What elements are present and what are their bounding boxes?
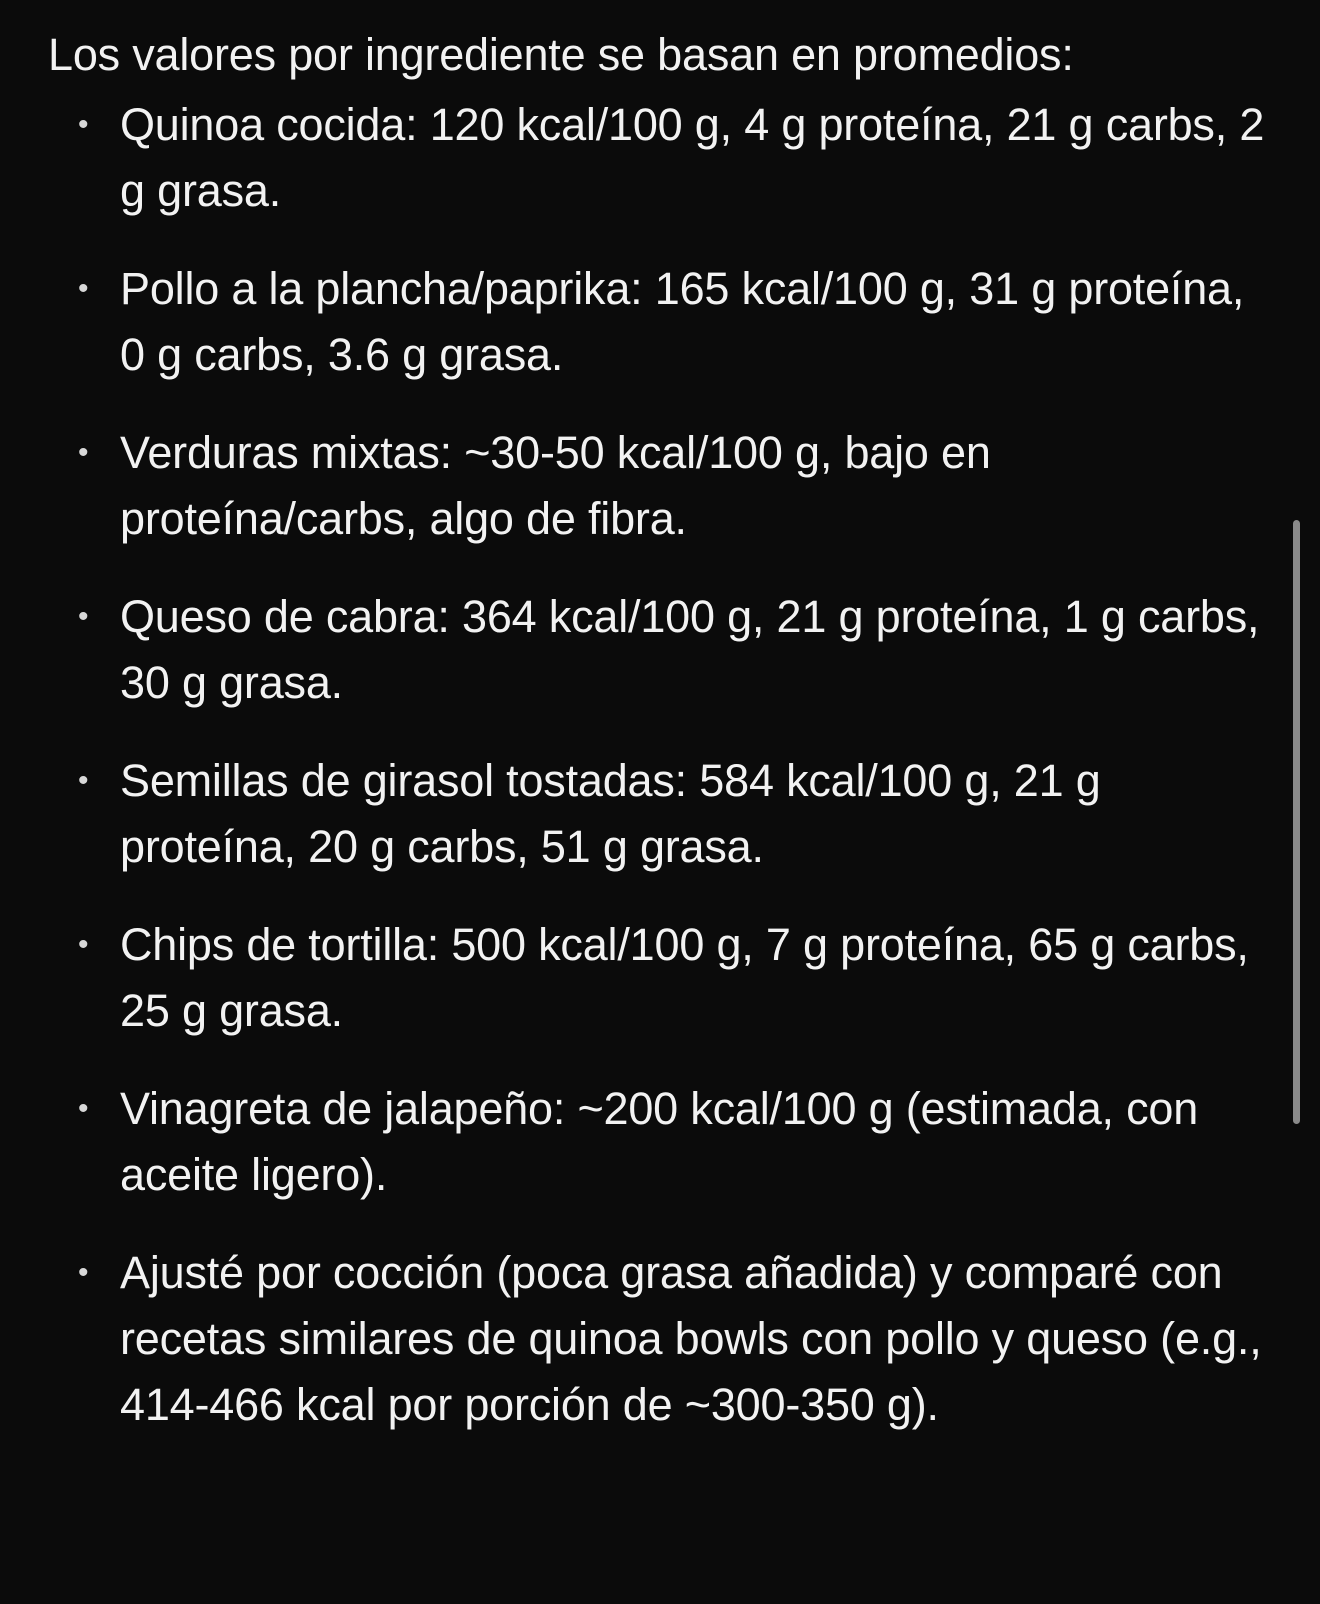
list-item — [48, 748, 1268, 880]
bullet-icon: • — [78, 928, 89, 961]
list-item — [48, 912, 1268, 1044]
message-content — [48, 22, 1268, 1470]
list-item-text: Semillas de girasol tostadas: 584 kcal/100 g, 21 g proteína, 20 g carbs, 51 g grasa. — [120, 755, 1101, 872]
scrollbar[interactable] — [1293, 520, 1300, 1124]
list-item-text: Quinoa cocida: 120 kcal/100 g, 4 g proteína, 21 g carbs, 2 g grasa. — [120, 99, 1265, 216]
bullet-icon: • — [78, 600, 89, 633]
intro-text: Los valores por ingrediente se basan en promedios: — [48, 29, 1074, 80]
bullet-icon: • — [78, 272, 89, 305]
list-item — [48, 92, 1268, 224]
list-item-text: Verduras mixtas: ~30-50 kcal/100 g, bajo en proteína/carbs, algo de fibra. — [120, 427, 991, 544]
bullet-icon: • — [78, 108, 89, 141]
list-item-text: Chips de tortilla: 500 kcal/100 g, 7 g proteína, 65 g carbs, 25 g grasa. — [120, 919, 1249, 1036]
list-item-text: Vinagreta de jalapeño: ~200 kcal/100 g (estimada, con aceite ligero). — [120, 1083, 1199, 1200]
bullet-icon: • — [78, 764, 89, 797]
list-item — [48, 256, 1268, 388]
list-item — [48, 584, 1268, 716]
list-item — [48, 1240, 1268, 1438]
bullet-icon: • — [78, 436, 89, 469]
bullet-icon: • — [78, 1256, 89, 1289]
list-item-text: Ajusté por cocción (poca grasa añadida) y comparé con recetas similares de quinoa bowls con pollo y queso (e.g., 414-466 kcal por porción de ~300-350 g). — [120, 1247, 1262, 1430]
list-item-text: Queso de cabra: 364 kcal/100 g, 21 g proteína, 1 g carbs, 30 g grasa. — [120, 591, 1260, 708]
list-item — [48, 1076, 1268, 1208]
list-item-text: Pollo a la plancha/paprika: 165 kcal/100 g, 31 g proteína, 0 g carbs, 3.6 g grasa. — [120, 263, 1245, 380]
list-item — [48, 420, 1268, 552]
ingredient-list — [48, 92, 1268, 1438]
bullet-icon: • — [78, 1092, 89, 1125]
